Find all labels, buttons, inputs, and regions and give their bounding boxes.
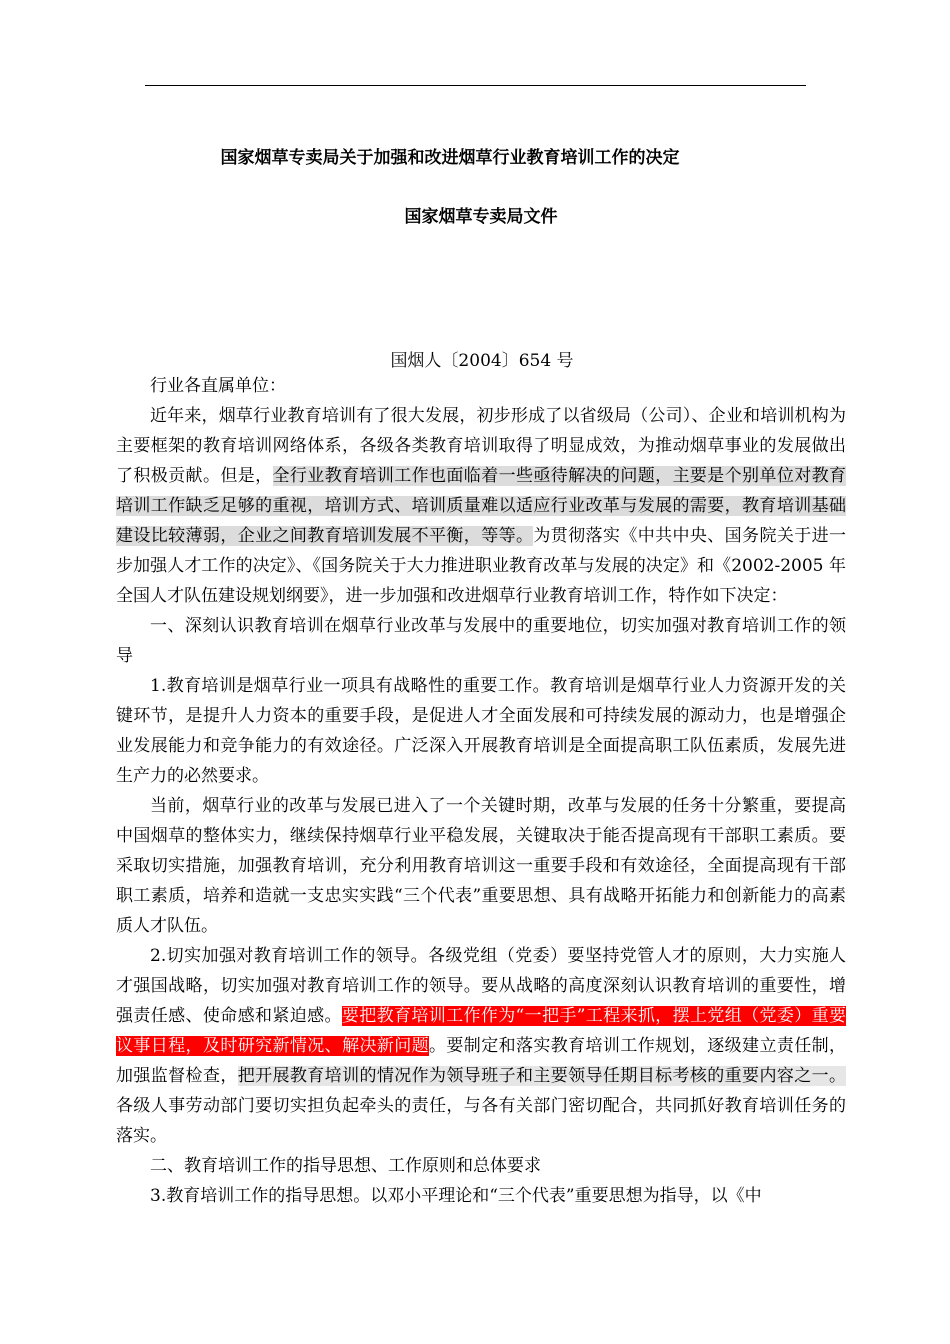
paragraph-2-text-b: 。要制定和落实教育培训工作规划，逐级建立责任制，加强监督检查， — [116, 1036, 847, 1086]
highlight-red-leadership: 要把教育培训工作作为“一把手”工程来抓，摆上党组（党委）重要议事日程，及时研究新情况、解决新问题 — [116, 1006, 847, 1056]
paragraph-3: 3.教育培训工作的指导思想。以邓小平理论和“三个代表”重要思想为指导，以《中 — [150, 1186, 762, 1206]
paragraph-intro-text-b: 为贯彻落实《中共中央、国务院关于进一步加强人才工作的决定》、《国务院关于大力推进职业教育改革与发展的决定》和《2002-2005 年全国人才队伍建设规划纲要》，进一步加强和改进烟草行业教育培训工作，特作如下决定： — [116, 526, 847, 606]
paragraph-2-text-c: 各级人事劳动部门要切实担负起牵头的责任，与各有关部门密切配合，共同抓好教育培训任务的落实。 — [116, 1096, 846, 1146]
paragraph-1: 1.教育培训是烟草行业一项具有战略性的重要工作。教育培训是烟草行业人力资源开发的关键环节，是提升人力资本的重要手段，是促进人才全面发展和可持续发展的源动力，也是增强企业发展能力和竞争能力的有效途径。广泛深入开展教育培训是全面提高职工队伍素质，发展先进生产力的必然要求。 — [116, 676, 846, 786]
paragraph-2-text-a: 2.切实加强对教育培训工作的领导。各级党组（党委）要坚持党管人才的原则，大力实施人才强国战略，切实加强对教育培训工作的领导。要从战略的高度深刻认识教育培训的重要性，增强责任感、使命感和紧迫感。 — [116, 946, 846, 1026]
section-heading-2: 二、教育培训工作的指导思想、工作原则和总体要求 — [150, 1156, 541, 1176]
document-number: 国烟人〔2004〕654 号 — [390, 351, 574, 371]
document-title: 国家烟草专卖局关于加强和改进烟草行业教育培训工作的决定 — [220, 148, 680, 168]
highlight-gray-problems: 全行业教育培训工作也面临着一些亟待解决的问题，主要是个别单位对教育培训工作缺乏足够的重视，培训方式、培训质量难以适应行业改革与发展的需要，教育培训基础建设比较薄弱，企业之间教育培训发展不平衡，等等。 — [116, 466, 847, 546]
issuer-title: 国家烟草专卖局文件 — [404, 207, 558, 227]
paragraph-intro-text-a: 近年来，烟草行业教育培训有了很大发展，初步形成了以省级局（公司）、企业和培训机构为主要框架的教育培训网络体系，各级各类教育培训取得了明显成效，为推动烟草事业的发展做出了积极贡献。但是， — [116, 406, 846, 486]
paragraph-current: 当前，烟草行业的改革与发展已进入了一个关键时期，改革与发展的任务十分繁重，要提高中国烟草的整体实力，继续保持烟草行业平稳发展，关键取决于能否提高现有干部职工素质。要采取切实措施，加强教育培训，充分利用教育培训这一重要手段和有效途径，全面提高现有干部职工素质，培养和造就一支忠实实践“三个代表”重要思想、具有战略开拓能力和创新能力的高素质人才队伍。 — [116, 796, 846, 936]
paragraph-2 — [116, 941, 846, 1151]
header-rule — [145, 85, 806, 86]
document-body — [116, 371, 846, 1211]
paragraph-intro — [116, 401, 846, 611]
salutation: 行业各直属单位： — [150, 376, 286, 396]
section-heading-1: 一、深刻认识教育培训在烟草行业改革与发展中的重要地位，切实加强对教育培训工作的领导 — [116, 616, 846, 666]
highlight-gray-assessment: 把开展教育培训的情况作为领导班子和主要领导任期目标考核的重要内容之一。 — [237, 1066, 847, 1086]
